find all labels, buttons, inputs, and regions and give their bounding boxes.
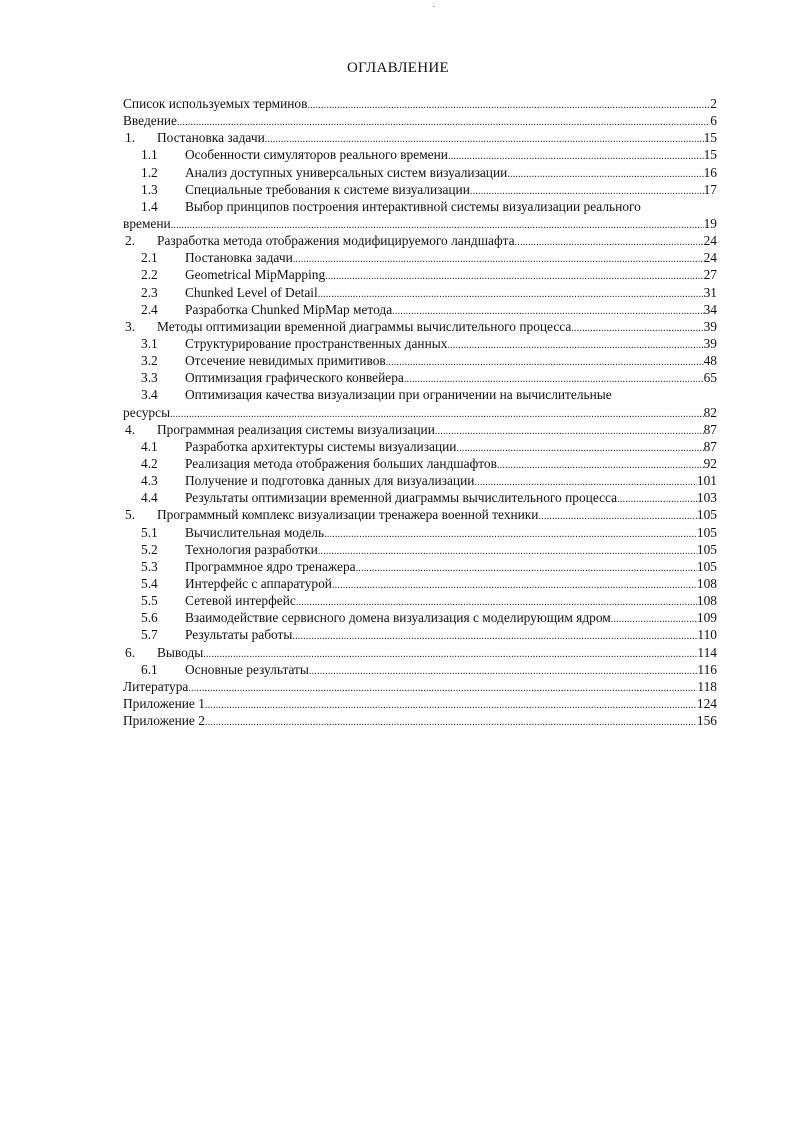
toc-entry[interactable] (123, 506, 717, 523)
toc-page-number[interactable]: 19 (703, 215, 717, 231)
toc-entry-title[interactable]: Особенности симуляторов реального времени (185, 147, 448, 163)
toc-entry[interactable] (123, 369, 717, 386)
toc-leader-dots (497, 457, 704, 474)
toc-page-number[interactable]: 101 (696, 473, 717, 489)
toc-entry[interactable] (123, 215, 717, 232)
toc-entry[interactable] (123, 249, 717, 266)
toc-page-number[interactable]: 17 (703, 181, 717, 197)
toc-entry-number: 2. (125, 233, 136, 249)
toc-entry-title[interactable]: Получение и подготовка данных для визуализации (185, 473, 475, 489)
toc-page-number[interactable]: 105 (696, 524, 717, 540)
toc-entry-title[interactable]: Взаимодействие сервисного домена визуализация с моделирующим ядром (185, 610, 611, 626)
toc-entry[interactable] (123, 438, 717, 455)
toc-entry-number: 5. (125, 507, 136, 523)
toc-entry-number: 2.4 (141, 301, 158, 317)
toc-entry[interactable] (123, 541, 717, 558)
toc-entry[interactable] (123, 455, 717, 472)
toc-page-number[interactable]: 109 (696, 610, 717, 626)
toc-entry[interactable] (123, 181, 717, 198)
toc-entry-title[interactable]: Оптимизация графического конвейера (185, 370, 404, 386)
toc-leader-dots (611, 611, 697, 628)
toc-page-number[interactable]: 108 (696, 575, 717, 591)
toc-entry[interactable] (123, 352, 717, 369)
toc-entry[interactable] (123, 112, 717, 129)
toc-entry-number: 5.1 (141, 524, 158, 540)
toc-entry-title[interactable]: Программная реализация системы визуализации (157, 421, 435, 437)
toc-leader-dots (507, 166, 703, 183)
toc-entry-number: 5.2 (141, 541, 158, 557)
toc-leader-dots (435, 423, 704, 440)
toc-entry-title[interactable]: Основные результаты (185, 661, 309, 677)
toc-entry-title[interactable]: Методы оптимизации временной диаграммы вычислительного процесса (157, 318, 572, 334)
table-of-contents (123, 95, 717, 729)
toc-entry[interactable] (123, 335, 717, 352)
toc-entry-number: 3.4 (141, 387, 158, 403)
toc-entry[interactable] (123, 592, 717, 609)
toc-page-number[interactable]: 34 (703, 301, 717, 317)
toc-page-number[interactable]: 108 (696, 593, 717, 609)
toc-entry[interactable] (123, 266, 717, 283)
toc-page-number[interactable]: 103 (696, 490, 717, 506)
toc-entry[interactable] (123, 95, 717, 112)
toc-entry-number: 3.2 (141, 353, 158, 369)
toc-entry-number: 1.3 (141, 181, 158, 197)
toc-entry-number: 4.1 (141, 438, 158, 454)
toc-entry-title[interactable]: Интерфейс с аппаратурой (185, 575, 332, 591)
toc-page-number[interactable]: 2 (710, 96, 717, 111)
toc-entry-number: 4. (125, 421, 136, 437)
toc-leader-dots (293, 251, 704, 268)
toc-entry-title-continuation[interactable]: ресурсы (123, 404, 171, 420)
toc-entry-number: 5.4 (141, 575, 158, 591)
toc-leader-dots (307, 97, 710, 114)
toc-entry-title[interactable]: Результаты работы (185, 627, 293, 643)
toc-leader-dots (205, 714, 697, 731)
toc-page-number[interactable]: 15 (703, 130, 717, 146)
toc-entry-title[interactable]: Список используемых терминов (123, 96, 308, 111)
toc-entry-title[interactable]: Сетевой интерфейс (185, 593, 296, 609)
toc-entry-number: 2.3 (141, 284, 158, 300)
toc-entry-title[interactable]: Реализация метода отображения больших ландшафтов (185, 455, 497, 471)
toc-entry-title[interactable]: Отсечение невидимых примитивов (185, 353, 386, 369)
toc-entry-number: 5.6 (141, 610, 158, 626)
toc-leader-dots (318, 543, 697, 560)
toc-entry-title[interactable]: Программное ядро тренажера (185, 558, 356, 574)
toc-entry-title[interactable]: Оптимизация качества визуализации при ограничении на вычислительные (185, 387, 612, 403)
toc-entry-title[interactable]: Программный комплекс визуализации тренажера военной техники (157, 507, 539, 523)
toc-entry-number: 4.2 (141, 455, 158, 471)
toc-entry-title[interactable]: Технология разработки (185, 541, 318, 557)
toc-entry-number: 6. (125, 644, 136, 660)
toc-entry-title[interactable]: Разработка Chunked MipMap метода (185, 301, 393, 317)
toc-page-number[interactable]: 105 (696, 507, 717, 523)
toc-entry-title[interactable]: Анализ доступных универсальных систем визуализации (185, 164, 508, 180)
toc-entry[interactable] (123, 489, 717, 506)
toc-page-number[interactable]: 87 (703, 438, 717, 454)
toc-entry[interactable] (123, 164, 717, 181)
toc-page-number[interactable]: 65 (703, 370, 717, 386)
toc-entry-number: 3. (125, 318, 136, 334)
toc-leader-dots (188, 680, 697, 697)
toc-entry[interactable] (123, 146, 717, 163)
page-mark: · (432, 2, 436, 13)
toc-entry-number: 3.3 (141, 370, 158, 386)
toc-entry-line (123, 198, 717, 215)
toc-page-number[interactable]: 39 (703, 335, 717, 351)
toc-entry[interactable] (123, 678, 717, 695)
toc-page-number[interactable]: 82 (703, 404, 717, 420)
toc-page-number[interactable]: 116 (697, 661, 717, 677)
toc-entry-number: 1.1 (141, 147, 158, 163)
toc-page-number[interactable]: 16 (703, 164, 717, 180)
toc-page-number[interactable]: 6 (710, 113, 717, 129)
toc-entry[interactable] (123, 626, 717, 643)
toc-entry[interactable] (123, 284, 717, 301)
toc-leader-dots (205, 697, 697, 714)
toc-leader-dots (324, 526, 697, 543)
toc-page-number[interactable]: 87 (703, 421, 717, 437)
toc-page-number[interactable]: 15 (703, 147, 717, 163)
toc-page-number[interactable]: 105 (696, 558, 717, 574)
toc-entry[interactable] (123, 558, 717, 575)
toc-entry-number: 6.1 (141, 661, 158, 677)
toc-leader-dots (447, 337, 703, 354)
toc-entry[interactable] (123, 301, 717, 318)
toc-page-number[interactable]: 105 (696, 541, 717, 557)
toc-page-number[interactable]: 114 (697, 644, 717, 660)
toc-entry[interactable] (123, 129, 717, 146)
toc-entry[interactable] (123, 695, 717, 712)
toc-entry-title[interactable]: Разработка архитектуры системы визуализации (185, 438, 457, 454)
toc-entry-title[interactable]: Приложение 2 (123, 713, 205, 729)
toc-entry-title[interactable]: Результаты оптимизации временной диаграммы вычислительного процесса (185, 490, 618, 506)
toc-page-number[interactable]: 27 (703, 267, 717, 283)
toc-entry-title-continuation[interactable]: времени (123, 215, 171, 231)
toc-entry-title[interactable]: Постановка задачи (185, 250, 293, 266)
toc-page-number[interactable]: 92 (703, 455, 717, 471)
toc-entry-number: 1.4 (141, 198, 158, 214)
toc-entry[interactable] (123, 404, 717, 421)
toc-entry-number: 4.3 (141, 473, 158, 489)
toc-entry-title[interactable]: Выбор принципов построения интерактивной системы визуализации реального (185, 198, 641, 214)
toc-entry-title[interactable]: Приложение 1 (123, 695, 205, 711)
toc-leader-dots (309, 663, 697, 680)
toc-entry-title[interactable]: Введение (123, 113, 177, 129)
toc-page-number[interactable]: 124 (696, 695, 717, 711)
toc-entry-title[interactable]: Литература (123, 678, 189, 694)
toc-entry[interactable] (123, 575, 717, 592)
toc-entry[interactable] (123, 661, 717, 678)
toc-page-number[interactable]: 24 (703, 250, 717, 266)
toc-entry-number: 4.4 (141, 490, 158, 506)
toc-entry-title[interactable]: Структурирование пространственных данных (185, 335, 448, 351)
toc-entry-number: 2.2 (141, 267, 158, 283)
toc-entry[interactable] (123, 472, 717, 489)
toc-entry-number: 1.2 (141, 164, 158, 180)
toc-leader-dots (292, 628, 697, 645)
toc-entry-title[interactable]: Разработка метода отображения модифицируемого ландшафта (157, 233, 515, 249)
toc-entry[interactable] (123, 421, 717, 438)
toc-entry-number: 5.3 (141, 558, 158, 574)
toc-entry[interactable] (123, 609, 717, 626)
toc-entry-title[interactable]: Chunked Level of Detail (185, 284, 318, 300)
toc-page-number[interactable]: 24 (703, 233, 717, 249)
toc-leader-dots (515, 234, 704, 251)
toc-leader-dots (386, 354, 704, 371)
toc-leader-dots (538, 508, 696, 525)
toc-leader-dots (571, 320, 703, 337)
toc-page-number[interactable]: 48 (703, 353, 717, 369)
toc-leader-dots (617, 491, 697, 508)
toc-entry-number: 5.5 (141, 593, 158, 609)
toc-entry-title[interactable]: Вычислительная модель (185, 524, 325, 540)
toc-leader-dots (325, 268, 703, 285)
toc-entry-title[interactable]: Специальные требования к системе визуализации (185, 181, 470, 197)
toc-entry-title[interactable]: Выводы (157, 644, 204, 660)
toc-page-number[interactable]: 118 (697, 678, 717, 694)
toc-leader-dots (332, 577, 697, 594)
toc-entry[interactable] (123, 232, 717, 249)
toc-entry-line (123, 386, 717, 403)
toc-entry-number: 5.7 (141, 627, 158, 643)
toc-entry-number: 3.1 (141, 335, 158, 351)
toc-entry[interactable] (123, 712, 717, 729)
toc-entry[interactable] (123, 524, 717, 541)
toc-entry-number: 1. (125, 130, 136, 146)
toc-page-number[interactable]: 156 (696, 713, 717, 729)
toc-page-number[interactable]: 39 (703, 318, 717, 334)
toc-entry[interactable] (123, 318, 717, 335)
toc-entry[interactable] (123, 644, 717, 661)
toc-entry-title[interactable]: Geometrical MipMapping (185, 267, 326, 283)
toc-leader-dots (356, 560, 697, 577)
toc-entry-number: 2.1 (141, 250, 158, 266)
toc-page-number[interactable]: 31 (703, 284, 717, 300)
toc-page-number[interactable]: 110 (697, 627, 717, 643)
page-title: ОГЛАВЛЕНИЕ (347, 60, 449, 76)
toc-entry-title[interactable]: Постановка задачи (157, 130, 265, 146)
